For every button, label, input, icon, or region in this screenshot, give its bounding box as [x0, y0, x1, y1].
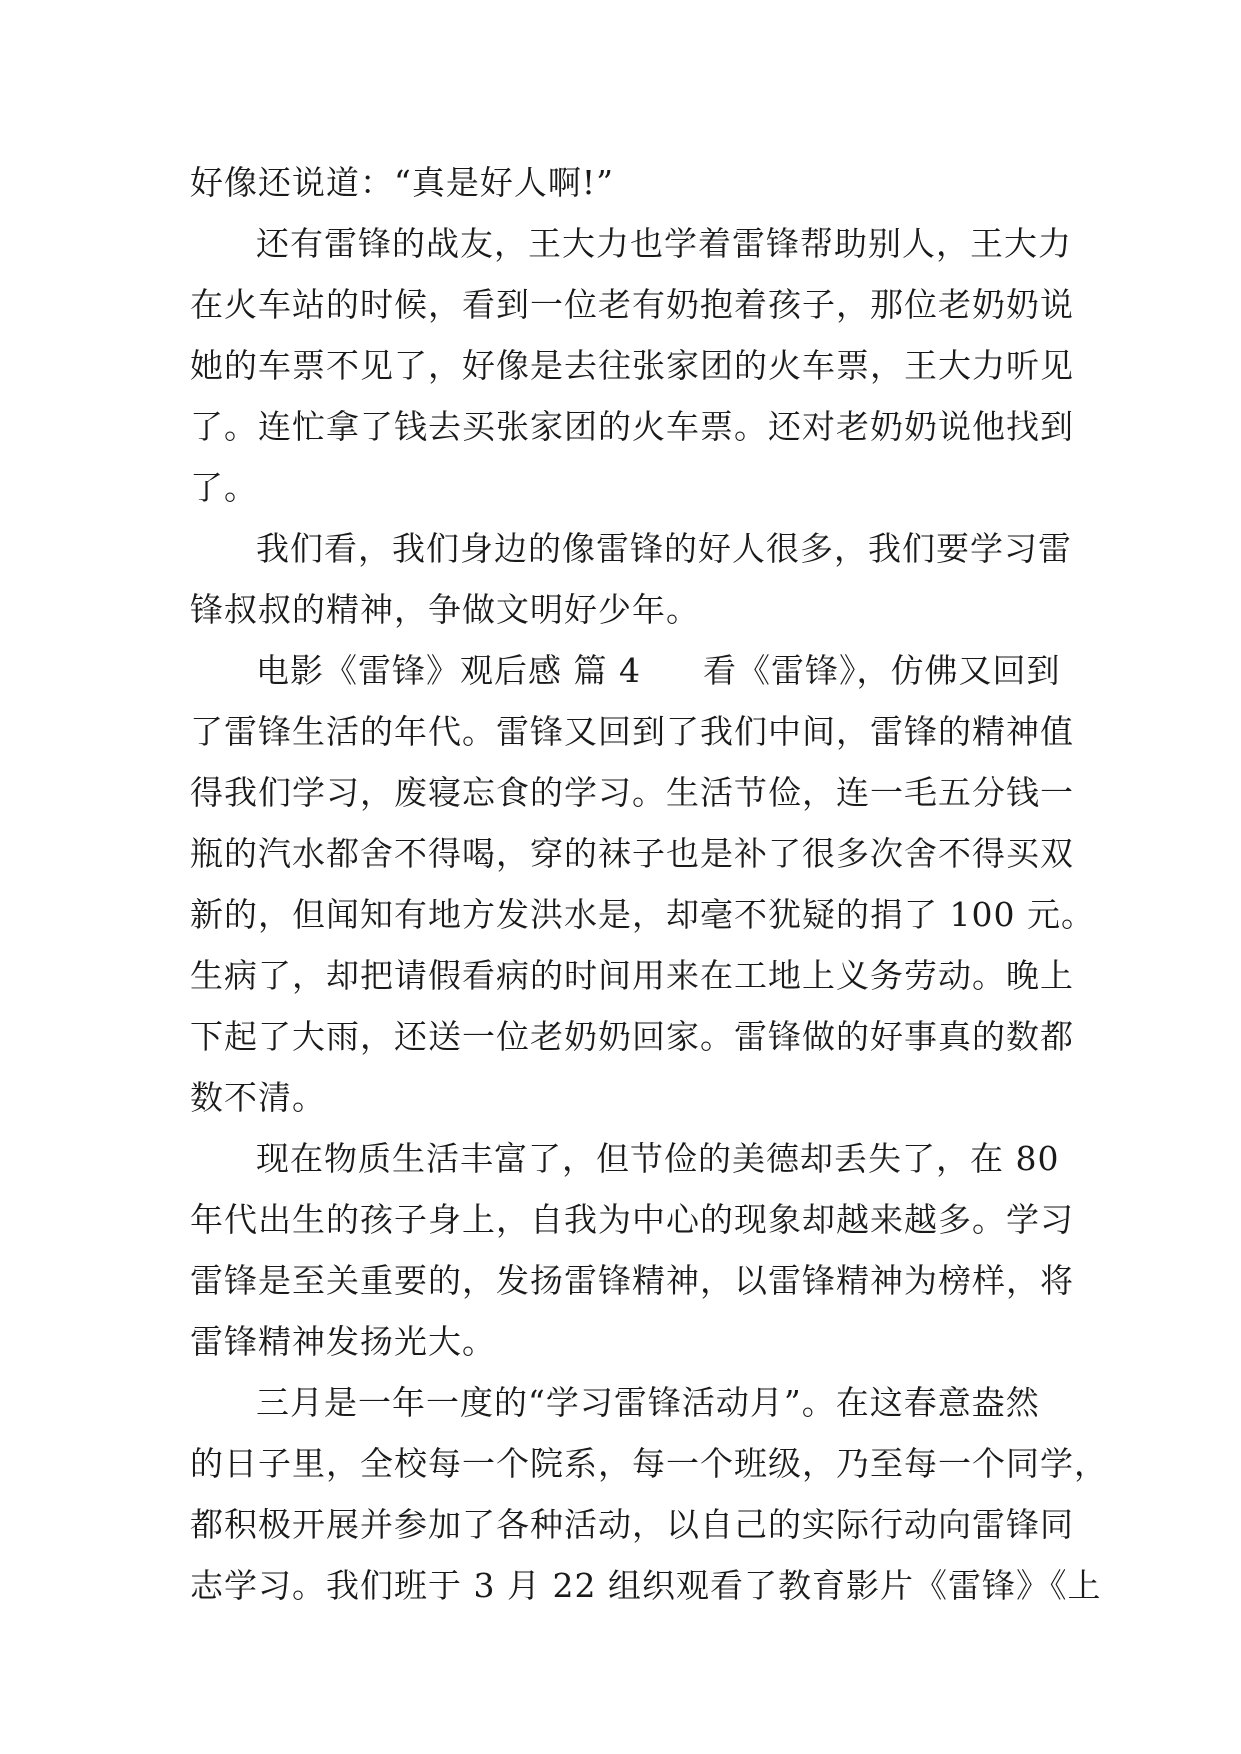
text-line: 志学习。我们班于 3 月 22 组织观看了教育影片《雷锋》《上	[190, 1566, 1102, 1605]
text-line: 的日子里，全校每一个院系，每一个班级，乃至每一个同学，	[190, 1444, 1108, 1483]
text-line: 在火车站的时候，看到一位老有奶抱着孩子，那位老奶奶说	[190, 285, 1074, 324]
text-line: 了雷锋生活的年代。雷锋又回到了我们中间，雷锋的精神值	[190, 712, 1074, 751]
text-line: 锋叔叔的精神，争做文明好少年。	[190, 590, 700, 629]
text-line: 都积极开展并参加了各种活动，以自己的实际行动向雷锋同	[190, 1505, 1074, 1544]
text-line: 雷锋精神发扬光大。	[190, 1322, 496, 1361]
document-body	[190, 152, 1108, 1616]
text-line: 现在物质生活丰富了，但节俭的美德却丢失了，在 80	[256, 1139, 1060, 1178]
text-line: 数不清。	[190, 1078, 326, 1117]
text-line: 我们看，我们身边的像雷锋的好人很多，我们要学习雷	[256, 529, 1072, 568]
text-line: 雷锋是至关重要的，发扬雷锋精神，以雷锋精神为榜样，将	[190, 1261, 1074, 1300]
text-line: 还有雷锋的战友，王大力也学着雷锋帮助别人，王大力	[256, 224, 1072, 263]
text-line: 瓶的汽水都舍不得喝，穿的袜子也是补了很多次舍不得买双	[190, 834, 1074, 873]
text-line: 好像还说道：“真是好人啊!”	[190, 163, 615, 202]
text-line: 三月是一年一度的“学习雷锋活动月”。在这春意盎然	[256, 1383, 1040, 1422]
section-heading-line	[190, 640, 1090, 701]
text-line: 了。连忙拿了钱去买张家团的火车票。还对老奶奶说他找到	[190, 407, 1074, 446]
text-line: 生病了，却把请假看病的时间用来在工地上义务劳动。晚上	[190, 956, 1074, 995]
text-line: 了。	[190, 468, 258, 507]
text-line: 新的，但闻知有地方发洪水是，却毫不犹疑的捐了 100 元。	[190, 895, 1095, 934]
section-heading: 电影《雷锋》观后感 篇 4	[256, 651, 641, 690]
text-line: 年代出生的孩子身上，自我为中心的现象却越来越多。学习	[190, 1200, 1074, 1239]
text-line: 得我们学习，废寝忘食的学习。生活节俭，连一毛五分钱一	[190, 773, 1074, 812]
text-line: 看《雷锋》，仿佛又回到	[702, 651, 1061, 690]
text-line: 下起了大雨，还送一位老奶奶回家。雷锋做的好事真的数都	[190, 1017, 1074, 1056]
text-line: 她的车票不见了，好像是去往张家团的火车票，王大力听见	[190, 346, 1074, 385]
